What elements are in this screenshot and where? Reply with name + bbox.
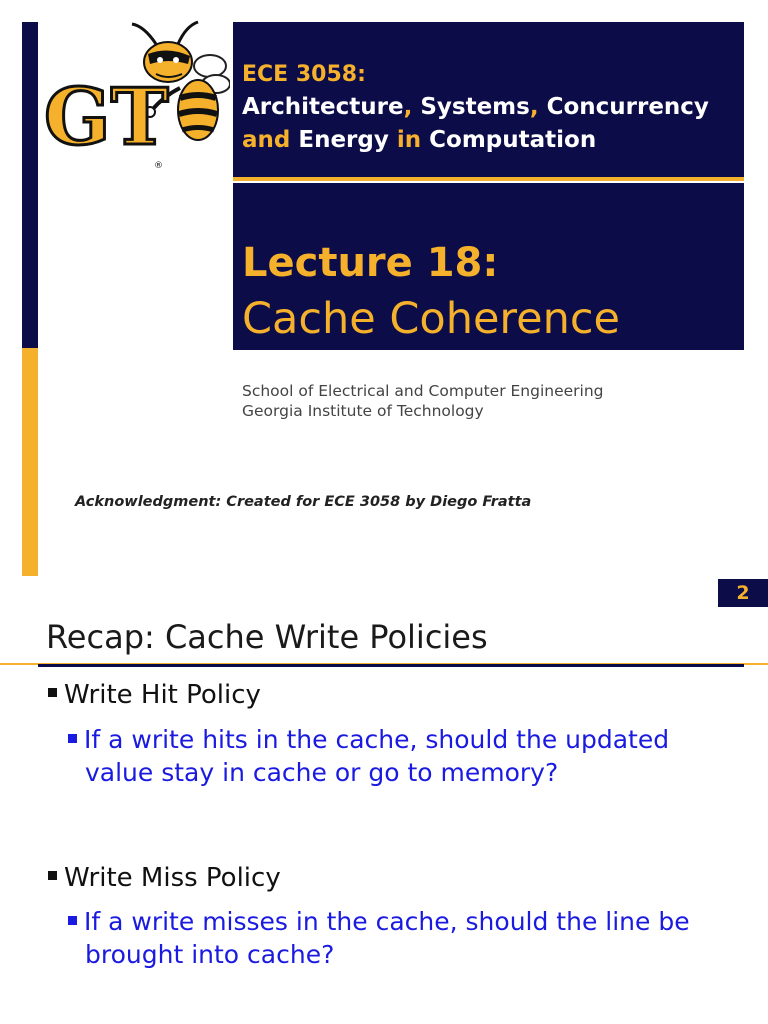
course-title-line1: [242, 94, 709, 120]
bullet-label: Write Miss Policy: [64, 863, 281, 893]
sub-bullet-line: value stay in cache or go to memory?: [85, 758, 559, 787]
institute-name: Georgia Institute of Technology: [242, 402, 484, 420]
gt-letters: [44, 72, 169, 171]
sub-bullet-line: If a write hits in the cache, should the updated: [84, 725, 670, 754]
course-title-part: in: [396, 127, 430, 153]
course-title-line2: [242, 127, 596, 153]
course-title-part: Systems: [420, 94, 530, 120]
sub-bullet-line: brought into cache?: [85, 940, 335, 969]
square-bullet-icon: [48, 871, 57, 880]
course-title-part: Computation: [429, 127, 597, 153]
svg-text:®: ®: [154, 161, 163, 171]
course-title-part: Energy: [298, 127, 397, 153]
course-title-part: Concurrency: [546, 94, 709, 120]
bullet-write-hit-policy: [48, 680, 261, 710]
gt-logo: [40, 18, 230, 176]
title-underline-navy: [38, 664, 744, 667]
school-name: School of Electrical and Computer Engineering: [242, 382, 604, 400]
bullet-label: Write Hit Policy: [64, 680, 261, 710]
acknowledgment: Acknowledgment: Created for ECE 3058 by Diego Fratta: [75, 494, 532, 510]
sub-bullet-line: If a write misses in the cache, should the line be: [84, 907, 690, 936]
bullet-write-miss-policy: [48, 863, 281, 893]
left-accent-bar-navy: [22, 22, 38, 348]
page-number: 2: [736, 582, 750, 604]
lecture-number: Lecture 18:: [242, 240, 499, 286]
sub-bullet-write-miss: [68, 905, 690, 971]
course-title-part: Architecture: [242, 94, 404, 120]
gold-divider: [233, 177, 744, 181]
sub-bullet-write-hit: [68, 723, 669, 789]
square-bullet-icon: [68, 734, 77, 743]
left-accent-bar-gold: [22, 348, 38, 576]
lecture-title: Cache Coherence: [242, 294, 620, 344]
square-bullet-icon: [68, 916, 77, 925]
course-title-part: ,: [529, 94, 547, 120]
svg-text:GT: GT: [44, 72, 169, 163]
course-number: ECE 3058:: [242, 62, 366, 87]
slide-title: Recap: Cache Write Policies: [46, 618, 488, 656]
course-title-part: and: [242, 127, 299, 153]
course-title-part: ,: [403, 94, 421, 120]
square-bullet-icon: [48, 688, 57, 697]
